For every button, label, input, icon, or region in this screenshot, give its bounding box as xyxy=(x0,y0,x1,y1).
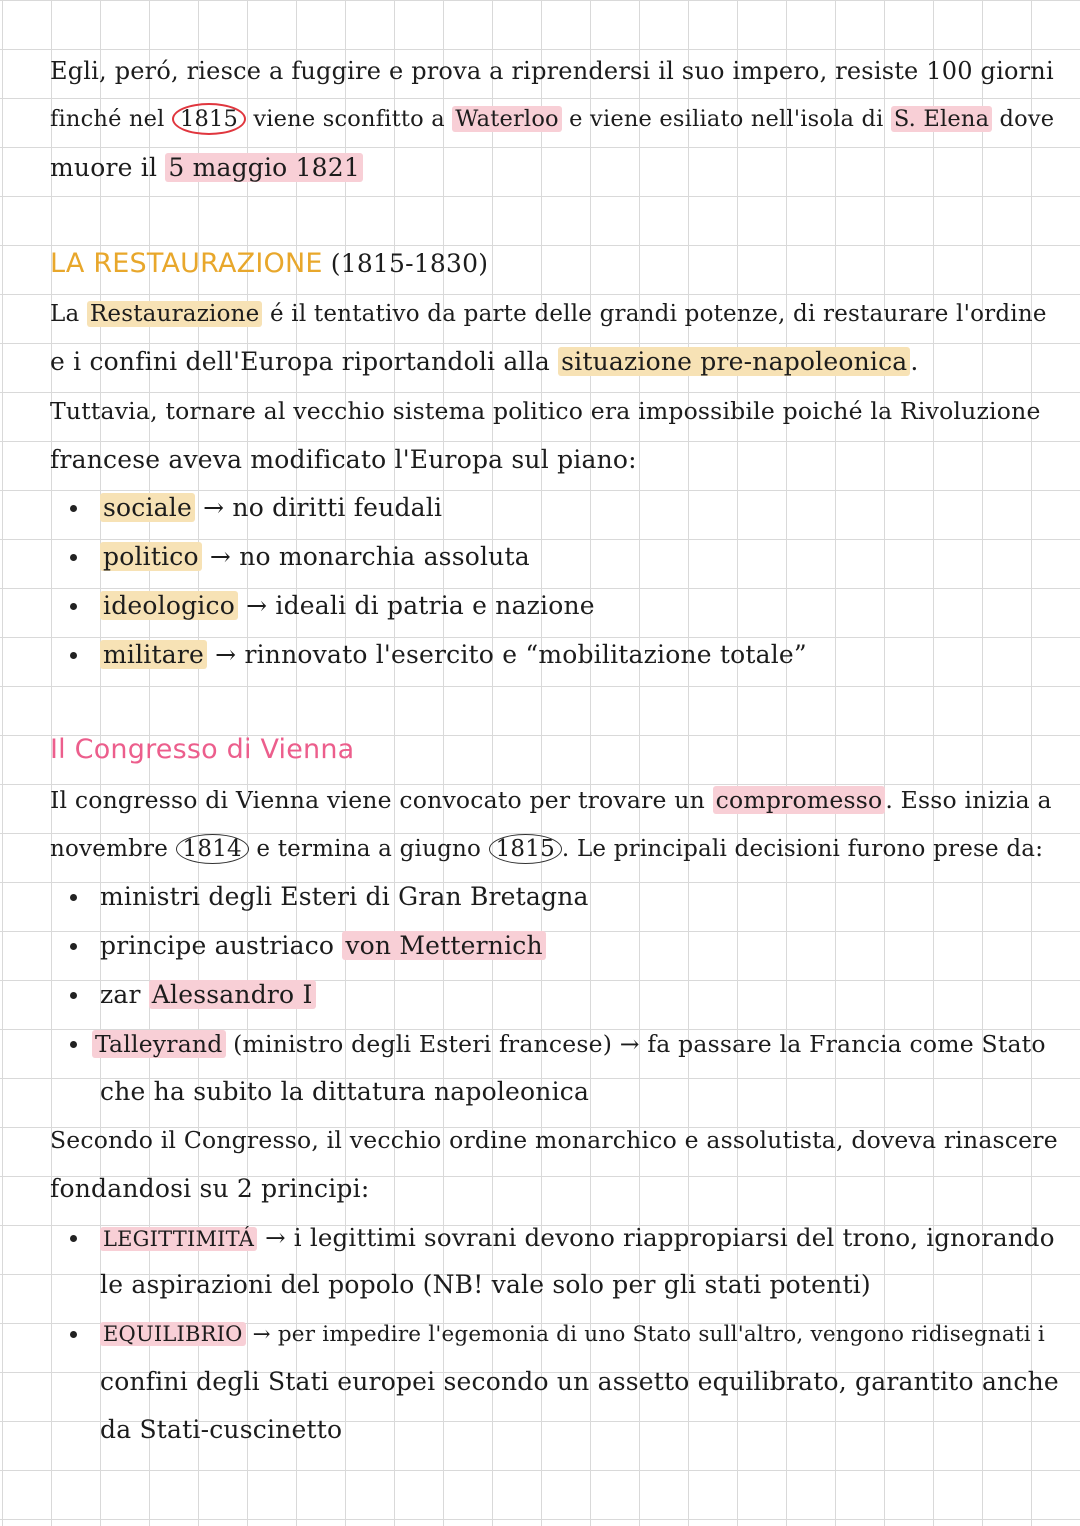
intro-line-3 xyxy=(50,152,363,184)
highlight-term: politico xyxy=(100,542,202,571)
congresso-line-1 xyxy=(50,784,1052,816)
highlight-term: militare xyxy=(100,640,207,669)
text-segment: . Esso inizia a xyxy=(885,786,1052,814)
text-segment: dove xyxy=(999,106,1055,132)
intro-line-2 xyxy=(50,103,1054,135)
highlight-death-date: 5 maggio 1821 xyxy=(165,153,363,182)
bullet-icon xyxy=(70,505,77,512)
text-segment: é il tentativo da parte delle grandi potenze, di restaurare l'ordine xyxy=(269,301,1047,327)
highlight-term: Talleyrand xyxy=(92,1030,226,1058)
text-segment: → per impedire l'egemonia di uno Stato sull'altro, vengono ridisegnati i xyxy=(252,1322,1045,1347)
congresso-line-3: Secondo il Congresso, il vecchio ordine monarchico e assolutista, doveva rinascere xyxy=(50,1126,1058,1154)
intro-line-1: Egli, peró, riesce a fuggire e prova a riprendersi il suo impero, resiste 100 giorni xyxy=(50,57,1054,85)
restaurazione-line-3: Tuttavia, tornare al vecchio sistema politico era impossibile poiché la Rivoluzione xyxy=(50,397,1041,425)
bullet-icon xyxy=(70,652,77,659)
bullet-icon xyxy=(70,992,77,999)
list-item xyxy=(100,541,530,573)
highlight-term: situazione pre-napoleonica xyxy=(558,347,910,376)
legittimita-line-2: le aspirazioni del popolo (NB! vale solo per gli stati potenti) xyxy=(100,1270,871,1299)
congresso-line-2 xyxy=(50,833,1043,865)
text-segment: viene sconfitto a xyxy=(253,106,445,132)
text-segment: e i confini dell'Europa riportandoli alla xyxy=(50,347,550,376)
section-title: LA RESTAURAZIONE xyxy=(50,248,323,279)
text-segment: Il congresso di Vienna viene convocato per trovare un xyxy=(50,786,705,814)
text-segment: principe austriaco xyxy=(100,931,335,960)
text-segment: finché nel xyxy=(50,106,165,132)
highlight-term: von Metternich xyxy=(342,931,545,960)
highlight-term: Alessandro I xyxy=(149,980,316,1009)
section-dates: (1815-1830) xyxy=(330,249,489,278)
text-segment: e termina a giugno xyxy=(256,836,482,862)
circled-year: 1815 xyxy=(172,103,246,135)
highlight-waterloo: Waterloo xyxy=(452,106,562,132)
text-segment: La xyxy=(50,301,80,327)
bullet-icon xyxy=(70,943,77,950)
highlight-term: ideologico xyxy=(100,591,238,620)
text-segment: → i legittimi sovrani devono riappropiarsi del trono, ignorando xyxy=(265,1223,1055,1252)
circled-year: 1814 xyxy=(176,834,249,864)
text-segment: → no diritti feudali xyxy=(203,493,443,522)
text-segment: (ministro degli Esteri francese) → fa passare la Francia come Stato xyxy=(233,1030,1046,1058)
bullet-icon xyxy=(70,1331,77,1338)
text-segment: zar xyxy=(100,980,141,1009)
text-segment: muore il xyxy=(50,153,158,182)
text-segment: → rinnovato l'esercito e “mobilitazione totale” xyxy=(215,640,807,669)
list-item xyxy=(100,881,589,913)
list-item xyxy=(100,930,546,962)
congresso-line-4: fondandosi su 2 principi: xyxy=(50,1174,370,1203)
equilibrio-line-1 xyxy=(100,1318,1045,1351)
equilibrio-line-3: da Stati-cuscinetto xyxy=(100,1415,343,1444)
talleyrand-continued: che ha subito la dittatura napoleonica xyxy=(100,1077,590,1106)
restaurazione-line-4: francese aveva modificato l'Europa sul piano: xyxy=(50,445,637,474)
highlight-term: sociale xyxy=(100,493,195,522)
text-segment: . xyxy=(910,347,919,376)
congresso-heading xyxy=(50,734,354,766)
list-item xyxy=(100,639,807,671)
highlight-elena: S. Elena xyxy=(891,106,992,132)
list-item xyxy=(100,492,442,524)
highlight-principle: LEGITTIMITÁ xyxy=(100,1227,257,1251)
list-item xyxy=(92,1028,1046,1060)
section-title: Il Congresso di Vienna xyxy=(50,734,355,765)
bullet-icon xyxy=(70,1041,77,1048)
highlight-term: compromesso xyxy=(713,786,886,814)
text-segment: → ideali di patria e nazione xyxy=(246,591,595,620)
text-segment: . Le principali decisioni furono prese da: xyxy=(561,836,1044,862)
legittimita-line-1 xyxy=(100,1222,1055,1255)
text-segment: e viene esiliato nell'isola di xyxy=(569,106,884,132)
bullet-icon xyxy=(70,894,77,901)
highlight-term: Restaurazione xyxy=(87,301,263,327)
circled-year: 1815 xyxy=(489,834,562,864)
bullet-icon xyxy=(70,603,77,610)
restaurazione-line-2 xyxy=(50,346,919,378)
equilibrio-line-2: confini degli Stati europei secondo un assetto equilibrato, garantito anche xyxy=(100,1367,1059,1396)
bullet-icon xyxy=(70,1235,77,1242)
list-item xyxy=(100,979,316,1011)
highlight-principle: EQUILIBRIO xyxy=(100,1322,246,1346)
restaurazione-heading xyxy=(50,248,488,280)
bullet-icon xyxy=(70,554,77,561)
text-segment: → no monarchia assoluta xyxy=(209,542,530,571)
list-item xyxy=(100,590,595,622)
restaurazione-line-1 xyxy=(50,298,1047,330)
text-segment: novembre xyxy=(50,836,169,862)
text-segment: ministri degli Esteri di Gran Bretagna xyxy=(100,882,589,911)
